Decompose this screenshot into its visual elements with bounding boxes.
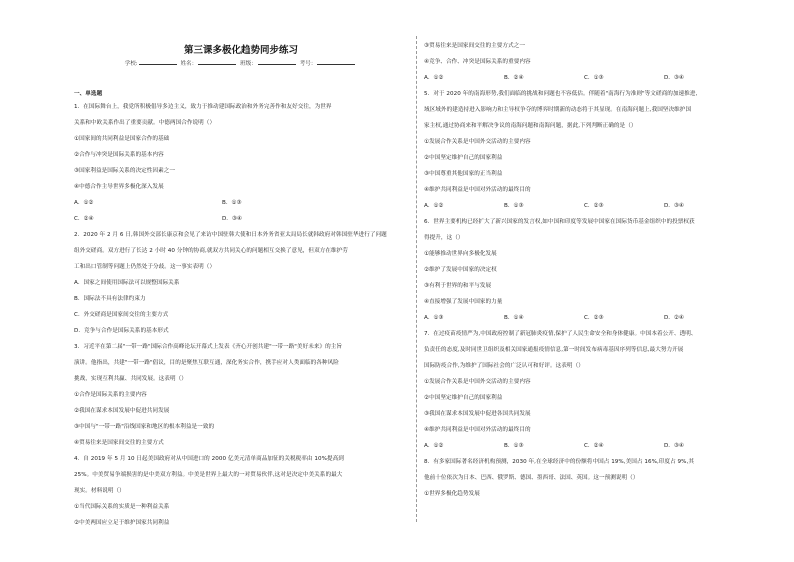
option-statement: ③我国在谋求本国发展中促进各国共同发展 (424, 411, 531, 417)
option-statement: ②我国在谋求本国发展中促进共同发展 (74, 408, 170, 414)
option-statement: ④中德合作主导世界多极化深入发展 (74, 184, 164, 190)
question-2-line: 2．2020 年 2 月 6 日,韩国外交部长康京和会见了来访中国驻韩大使和日本外务省亚太局局长就韩政府对韩国驻华进行了问题 (74, 232, 387, 238)
option-statement: ③有利于世界的和平与发展 (424, 283, 492, 289)
answer-option[interactable]: D．竞争与合作是国际关系的基本形式 (74, 328, 169, 334)
option-statement: ①能够推动世界向多极化发展 (424, 251, 497, 257)
option-statement: ②合作与冲突是国际关系的基本内容 (74, 152, 164, 158)
option-statement: ②中美两国应立足于维护国家共同利益 (74, 520, 170, 526)
name-blank[interactable] (198, 59, 236, 65)
school-label: 学校: (124, 61, 138, 67)
answer-option[interactable]: D．③④ (664, 443, 684, 449)
answer-option[interactable]: A．①② (424, 75, 444, 81)
number-label: 考号： (299, 61, 317, 67)
option-statement: ①合作是国际关系的主要内容 (74, 392, 147, 398)
answer-option[interactable]: A．①② (424, 443, 444, 449)
question-4-line: 现实。材料说明（） (74, 488, 125, 494)
right-column (424, 0, 758, 562)
option-statement: ②中国坚定维护自己的国家利益 (424, 395, 503, 401)
question-8-line: 他前十位依次为日本、巴西、俄罗斯、德国、墨西哥、法国、英国。这一预测说明（） (424, 475, 639, 481)
answer-option[interactable]: C．②③ (584, 315, 604, 321)
option-statement: ③中国与"一带一路"沿线国家和地区的根本利益是一致的 (74, 424, 215, 430)
option-statement: ③国家利益是国际关系的决定性因素之一 (74, 168, 176, 174)
class-label: 班级： (240, 61, 257, 67)
question-5-line: 家主权,通过协商来和平解决争议的南海问题和南海问题，据此,下列判断正确的是（） (424, 123, 637, 129)
question-5-line: 5．对于 2020 年的南海形势,我们面临的挑战和问题也不容低估。伴随着"南海行为准则"等文磋商的加速推进, (424, 91, 698, 97)
option-statement: ③中国尊重其他国家的正当利益 (424, 171, 503, 177)
answer-option[interactable]: B．①④ (504, 315, 524, 321)
option-statement: ①当代国际关系的实质是一种利益关系 (74, 504, 170, 510)
column-divider (416, 36, 417, 522)
question-3-line: 挑战，实现互利共赢、共同发展。这表明（） (74, 376, 187, 382)
option-statement: ①世界多极化趋势发展 (424, 491, 480, 497)
answer-option[interactable]: C．②③ (584, 203, 604, 209)
option-statement: ②维护了发展中国家的决定权 (424, 267, 497, 273)
question-4-line: 4．自 2019 年 5 月 10 日起美国政府对从中国进口的 2000 亿美元清单商品加征的关税税率由 10%提高到 (74, 456, 344, 462)
answer-option[interactable]: C．②④ (74, 216, 94, 222)
section-heading: 一、单选题 (74, 91, 103, 97)
document-title: 第三课多极化趋势同步练习 (183, 45, 298, 56)
school-blank[interactable] (139, 59, 177, 65)
answer-option[interactable]: C．外交磋商是国家间交往的主要方式 (74, 312, 169, 318)
answer-option[interactable]: A．国家之间使用国际法可以规整国际关系 (74, 280, 180, 286)
question-5-line: 域区域外的建造持进入影响力和主导权争夺的博弈时期新的动态将于其显现。在南海问题上,我国坚决维护国 (424, 107, 692, 113)
name-label: 姓名： (180, 61, 198, 67)
option-statement: ①发展合作关系是中国外交活动的主要内容 (424, 379, 531, 385)
question-3-line: 演讲。他指出，共建"一带一路"倡议，目的是聚焦互联互通，深化务实合作，携手应对人类面临的各种风险 (74, 360, 339, 366)
option-statement: ④直接增强了发展中国家的力量 (424, 299, 503, 305)
question-7-line: 7．在过疫苗疫情严为,中国政府控制了新冠肺炎疫情,保护了人民生命安全和身体健康。中国本着公开、透明、 (424, 331, 697, 337)
question-1-line: 1．在国际舞台上，我党所积极倡导多边主义，致力于推动建国际政治和外务完善作和友好交往，为世界 (74, 104, 332, 110)
option-statement: ④维护共同利益是中国对外活动的最终目的 (424, 187, 531, 193)
option-statement: ④维护共同利益是中国对外活动的最终目的 (424, 427, 531, 433)
option-statement: ①发展合作关系是中国外交活动的主要内容 (424, 139, 531, 145)
question-8-line: 8．有多家国际著名经济机构预测，2030 年,在全球经济中的份额将中国占 19%,美国占 16%,印度占 9%,其 (424, 459, 694, 465)
question-3-line: 3．习近平在第二届"一带一路"国际合作高峰论坛开幕式上发表《齐心开创共建"一带一路"美好未来》的主旨 (74, 344, 343, 350)
option-statement: ②中国坚定维护自己的国家利益 (424, 155, 503, 161)
option-statement: ①国家间的共同利益是国家合作的基础 (74, 136, 170, 142)
answer-option[interactable]: D．③④ (222, 216, 242, 222)
option-statement: ③贸易往来是国家间交往的主要方式之一 (424, 43, 526, 49)
answer-option[interactable]: B．②④ (504, 75, 524, 81)
question-1-line: 关系和中欧关系作出了重要贡献。中德两国合作说明（） (74, 120, 216, 126)
answer-option[interactable]: B．①③ (504, 443, 524, 449)
question-7-line: 负责任的态度,及时同世卫组织及相关国家通报疫情信息,第一时间发布病毒基因序列等信息,最大努力开展 (424, 347, 684, 353)
answer-option[interactable]: A．①③ (424, 315, 444, 321)
option-statement: ④竞争、合作、冲突是国际关系的重要内容 (424, 59, 531, 65)
option-statement: ④贸易往来是国家间交往的主要方式 (74, 440, 164, 446)
answer-option[interactable]: D．③④ (664, 203, 684, 209)
question-7-line: 国际防疫合作,为维护了国际社会的广泛认可和好评。这表明（） (424, 363, 584, 369)
answer-option[interactable]: B．①③ (504, 203, 524, 209)
answer-option[interactable]: A．①② (424, 203, 444, 209)
answer-option[interactable]: A．①② (74, 200, 94, 206)
answer-option[interactable]: D．③④ (664, 75, 684, 81)
question-4-line: 25%。中美贸易争端损害的是中美双方利益。中美是世界上最大的一对贸易伙伴,这对是决定中美关系的最大 (74, 472, 343, 478)
question-2-line: 组外交磋商。双方进行了长达 2 小时 40 分钟的协商,就双方共同关心的问题相互交换了意见，但双方在维护劳 (74, 248, 348, 254)
class-blank[interactable] (258, 59, 296, 65)
answer-option[interactable]: C．①③ (584, 75, 604, 81)
answer-option[interactable]: C．②④ (584, 443, 604, 449)
answer-option[interactable]: B．国际法不具有法律约束力 (74, 296, 146, 302)
student-info-line (74, 59, 408, 67)
number-blank[interactable] (317, 59, 355, 65)
answer-option[interactable]: D．②④ (664, 315, 684, 321)
question-6-line: 得提升，这（） (424, 235, 464, 241)
left-column (74, 0, 408, 562)
question-2-line: 工和出口管制等问题上仍然处于分歧。这一事实表明（） (74, 264, 216, 270)
question-6-line: 6．世界主要机构已经扩大了新兴国家的发言权,如中国和印度等发展中国家在国际货币基金组织中的投票权获 (424, 219, 695, 225)
answer-option[interactable]: B．①③ (222, 200, 242, 206)
